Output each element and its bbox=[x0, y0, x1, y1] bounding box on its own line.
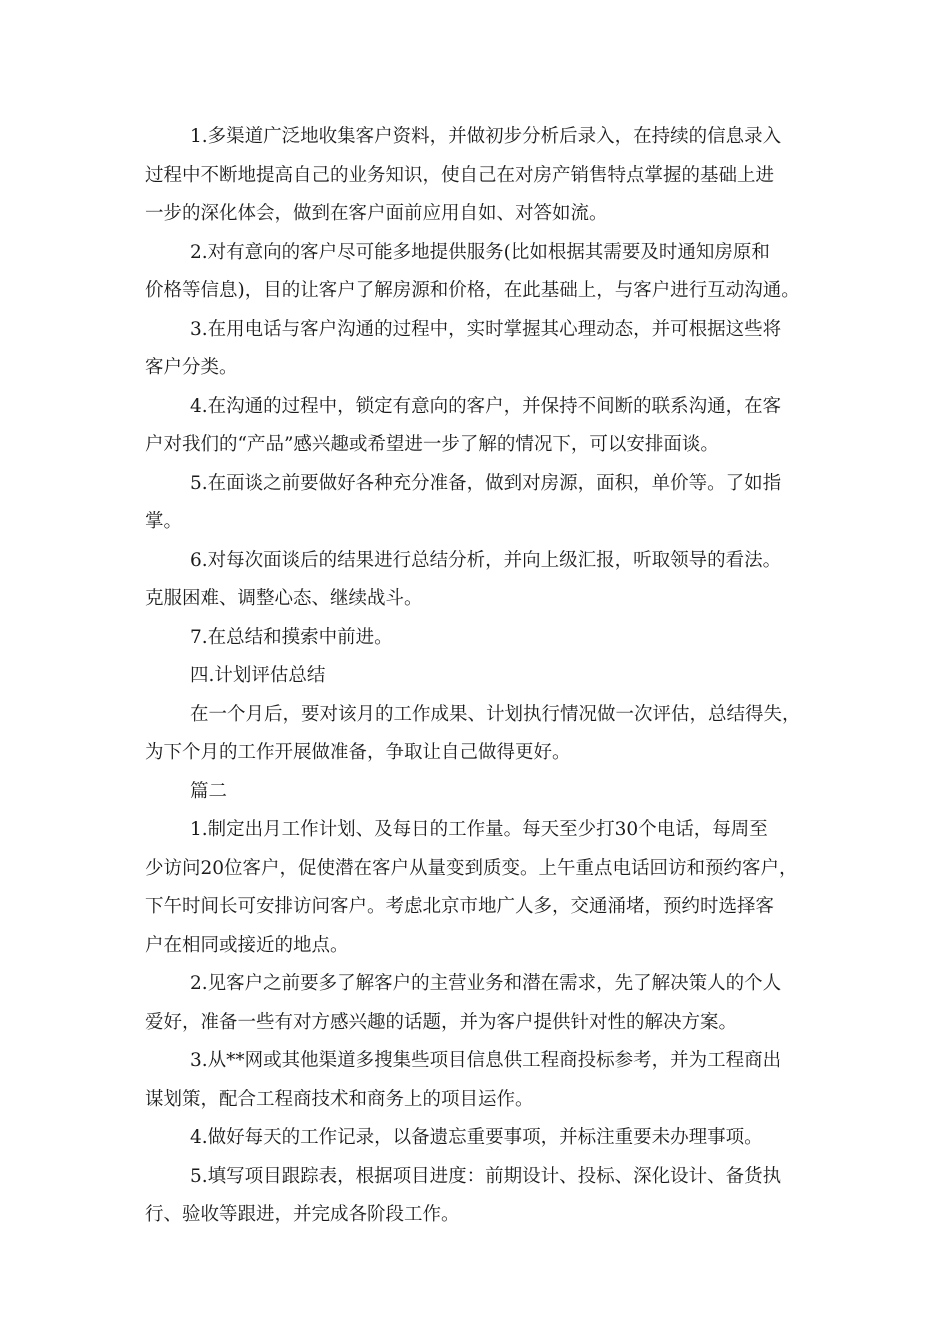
text-line: 2.见客户之前要多了解客户的主营业务和潜在需求，先了解决策人的个人 bbox=[190, 973, 782, 994]
text-line: 3.在用电话与客户沟通的过程中，实时掌握其心理动态，并可根据这些将 bbox=[190, 318, 782, 340]
text-line: 2.对有意向的客户尽可能多地提供服务(比如根据其需要及时通知房原和 bbox=[190, 241, 770, 263]
text-line: 克服困难、调整心态、继续战斗。 bbox=[145, 588, 423, 609]
text-line: 5.填写项目跟踪表，根据项目进度：前期设计、投标、深化设计、备货执 bbox=[190, 1165, 782, 1187]
text-line: 6.对每次面谈后的结果进行总结分析，并向上级汇报，听取领导的看法。 bbox=[190, 549, 782, 571]
text-line: 过程中不断地提高自己的业务知识，使自己在对房产销售特点掌握的基础上进 bbox=[145, 164, 775, 186]
text-line: 四.计划评估总结 bbox=[190, 665, 326, 686]
text-line: 为下个月的工作开展做准备，争取让自己做得更好。 bbox=[145, 742, 571, 763]
text-line: 价格等信息)，目的让客户了解房源和价格，在此基础上，与客户进行互动沟通。 bbox=[145, 280, 800, 301]
text-line: 少访问20位客户，促使潜在客户从量变到质变。上午重点电话回访和预约客户， bbox=[145, 857, 798, 879]
text-line: 7.在总结和摸索中前进。 bbox=[190, 626, 393, 648]
document-body bbox=[145, 118, 825, 1235]
text-line: 在一个月后，要对该月的工作成果、计划执行情况做一次评估，总结得失， bbox=[190, 703, 801, 725]
text-line: 户对我们的“产品”感兴趣或希望进一步了解的情况下，可以安排面谈。 bbox=[145, 434, 719, 455]
text-line: 掌。 bbox=[145, 511, 183, 532]
text-line: 行、验收等跟进，并完成各阶段工作。 bbox=[145, 1204, 460, 1225]
text-line: 4.在沟通的过程中，锁定有意向的客户，并保持不间断的联系沟通，在客 bbox=[190, 395, 782, 417]
text-line: 下午时间长可安排访问客户。考虑北京市地广人多，交通涌堵，预约时选择客 bbox=[145, 896, 775, 917]
text-line: 4.做好每天的工作记录，以备遗忘重要事项，并标注重要未办理事项。 bbox=[190, 1127, 763, 1148]
text-line: 客户分类。 bbox=[145, 357, 238, 378]
text-line: 5.在面谈之前要做好各种充分准备，做到对房源，面积，单价等。了如指 bbox=[190, 472, 782, 494]
text-line: 一步的深化体会，做到在客户面前应用自如、对答如流。 bbox=[145, 203, 608, 224]
text-line: 3.从**网或其他渠道多搜集些项目信息供工程商投标参考，并为工程商出 bbox=[190, 1050, 782, 1071]
text-line: 1.多渠道广泛地收集客户资料，并做初步分析后录入，在持续的信息录入 bbox=[190, 126, 782, 147]
text-line: 爱好，准备一些有对方感兴趣的话题，并为客户提供针对性的解决方案。 bbox=[145, 1011, 738, 1033]
text-line: 1.制定出月工作计划、及每日的工作量。每天至少打30个电话，每周至 bbox=[190, 819, 768, 840]
text-line: 谋划策，配合工程商技术和商务上的项目运作。 bbox=[145, 1088, 534, 1110]
text-line: 篇二 bbox=[190, 780, 228, 802]
text-line: 户在相同或接近的地点。 bbox=[145, 934, 349, 956]
